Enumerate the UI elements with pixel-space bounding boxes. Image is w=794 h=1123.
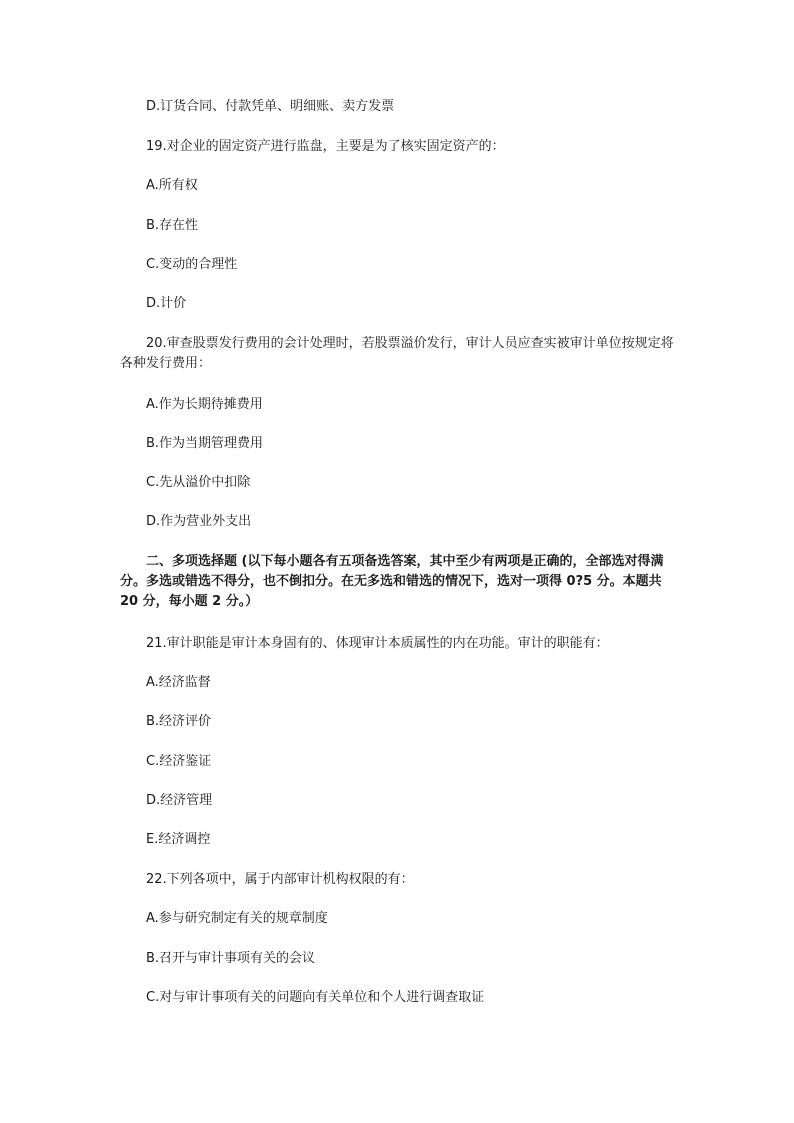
q20-option-a: A.作为长期待摊费用 — [146, 397, 263, 412]
q21-option-b: B.经济评价 — [146, 714, 212, 729]
q22-option-a: A.参与研究制定有关的规章制度 — [146, 911, 328, 926]
q22-option-c: C.对与审计事项有关的问题向有关单位和个人进行调查取证 — [146, 990, 485, 1005]
q19-option-b: B.存在性 — [146, 218, 199, 233]
q19-option-c: C.变动的合理性 — [146, 257, 238, 272]
q20-option-c: C.先从溢价中扣除 — [146, 475, 251, 490]
q22-stem: 22.下列各项中，属于内部审计机构权限的有： — [146, 872, 414, 887]
q21-option-e: E.经济调控 — [146, 832, 211, 847]
q21-option-c: C.经济鉴证 — [146, 754, 212, 769]
q19-stem: 19.对企业的固定资产进行监盘，主要是为了核实固定资产的： — [146, 139, 505, 154]
q21-option-d: D.经济管理 — [146, 793, 213, 808]
q19-option-a: A.所有权 — [146, 178, 198, 193]
q19-option-d: D.计价 — [146, 296, 187, 311]
section-2-heading: 二、多项选择题 (以下每小题各有五项备选答案，其中至少有两项是正确的，全部选对得满分。多选或错选不得分，也不倒扣分。在无多选和错选的情况下，选对一项得 0?5 分。本题共 20 分，每小题 2 分。） — [120, 554, 664, 609]
q22-option-b: B.召开与审计事项有关的会议 — [146, 951, 316, 966]
q20-option-d: D.作为营业外支出 — [146, 514, 252, 529]
q18-option-d: D.订货合同、付款凭单、明细账、卖方发票 — [146, 99, 395, 114]
q21-stem: 21.审计职能是审计本身固有的、体现审计本质属性的内在功能。审计的职能有： — [146, 636, 609, 651]
q20-stem: 20.审查股票发行费用的会计处理时，若股票溢价发行，审计人员应查实被审计单位按规定将各种发行费用： — [120, 336, 674, 371]
q20-option-b: B.作为当期管理费用 — [146, 436, 264, 451]
q21-option-a: A.经济监督 — [146, 675, 211, 690]
